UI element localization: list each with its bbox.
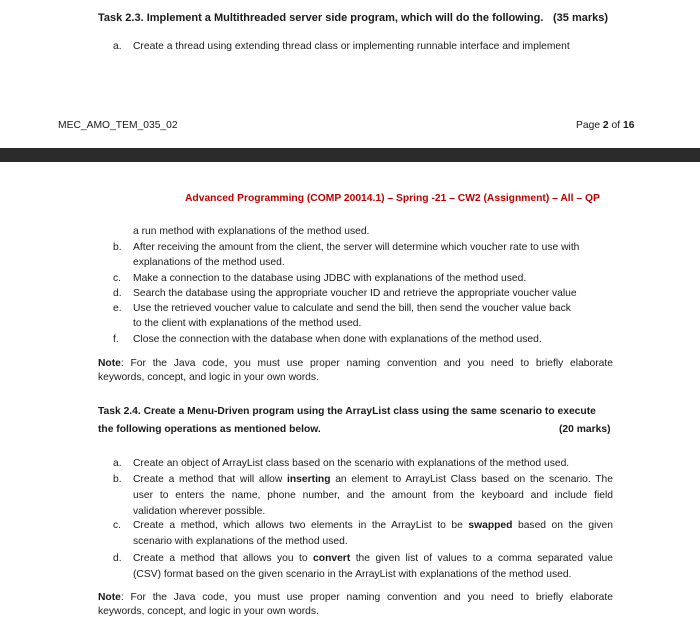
note-text: : For the Java code, you must use proper naming convention and you need to briefly elaborate xyxy=(120,592,613,603)
text-run: Create a method, which allows two elements in the ArrayList to be xyxy=(133,520,469,531)
list-marker: c. xyxy=(113,520,122,531)
list-marker: a. xyxy=(113,41,122,52)
page-number xyxy=(576,120,634,131)
page-current: 2 xyxy=(602,120,609,131)
list-marker: d. xyxy=(113,288,122,299)
list-item-text: (CSV) format based on the given scenario in the ArrayList with explanations of the method used. xyxy=(133,569,572,580)
list-item-text: validation wherever possible. xyxy=(133,506,266,517)
page-separator xyxy=(0,148,700,162)
list-item-text xyxy=(133,520,613,531)
note-paragraph xyxy=(98,592,613,617)
emphasis-text: swapped xyxy=(468,520,513,531)
note-line: keywords, concept, and logic in your own words. xyxy=(98,372,319,383)
list-item-text: After receiving the amount from the client, the server will determine which voucher rate to use with xyxy=(133,242,580,253)
list-marker: b. xyxy=(113,242,122,253)
list-item-text xyxy=(133,474,613,485)
list-item-text: scenario with explanations of the method used. xyxy=(133,536,348,547)
page-2-bottom xyxy=(0,0,700,148)
page-mid: of xyxy=(608,120,623,131)
text-run: the given list of values to a comma separated value xyxy=(350,553,613,564)
list-item-text: Make a connection to the database using JDBC with explanations of the method used. xyxy=(133,273,527,284)
emphasis-text: convert xyxy=(313,553,351,564)
task-2-3-marks: (35 marks) xyxy=(553,12,609,24)
task-2-4-title-cont: the following operations as mentioned below. xyxy=(98,424,321,435)
list-item-text: Create an object of ArrayList class based on the scenario with explanations of the method used. xyxy=(133,458,570,469)
emphasis-text: inserting xyxy=(287,474,331,485)
list-marker: f. xyxy=(113,334,119,345)
list-item-text xyxy=(133,553,613,564)
list-marker: e. xyxy=(113,303,122,314)
page-total: 16 xyxy=(622,120,635,131)
page-3-top xyxy=(0,162,700,631)
list-marker: c. xyxy=(113,273,122,284)
task-2-4-title: Task 2.4. Create a Menu-Driven program using the ArrayList class using the same scenario to execute xyxy=(98,406,596,417)
text-run: based on the given xyxy=(512,520,613,531)
text-run: an element to ArrayList Class based on the scenario. The xyxy=(330,474,613,485)
list-item-text: Create a thread using extending thread class or implementing runnable interface and implement xyxy=(133,41,570,52)
list-item-text: Search the database using the appropriate voucher ID and retrieve the appropriate voucher value xyxy=(133,288,577,299)
course-header: Advanced Programming (COMP 20014.1) – Spring -21 – CW2 (Assignment) – All – QP xyxy=(185,193,600,204)
task-2-4-marks: (20 marks) xyxy=(559,424,611,435)
task-2-3-title: Task 2.3. Implement a Multithreaded server side program, which will do the following. xyxy=(98,12,544,24)
page-prefix: Page xyxy=(576,120,603,131)
note-label: Note xyxy=(98,358,121,369)
note-text: : For the Java code, you must use proper naming convention and you need to briefly elaborate xyxy=(120,358,613,369)
list-marker: d. xyxy=(113,553,122,564)
list-marker: b. xyxy=(113,474,122,485)
list-item-text: Close the connection with the database when done with explanations of the method used. xyxy=(133,334,542,345)
note-line xyxy=(98,358,613,369)
text-run: Create a method that allows you to xyxy=(133,553,314,564)
list-item-text: to the client with explanations of the method used. xyxy=(133,318,362,329)
note-line xyxy=(98,592,613,603)
list-item-text: Use the retrieved voucher value to calculate and send the bill, then send the voucher value back xyxy=(133,303,571,314)
document-code: MEC_AMO_TEM_035_02 xyxy=(58,120,178,131)
text-run: Create a method that will allow xyxy=(133,474,288,485)
list-item-text: user to enters the name, phone number, and the amount from the keyboard and include field xyxy=(133,490,613,501)
note-label: Note xyxy=(98,592,121,603)
note-paragraph xyxy=(98,358,613,383)
list-marker: a. xyxy=(113,458,122,469)
list-item-text: explanations of the method used. xyxy=(133,257,285,268)
item-a-continuation: a run method with explanations of the method used. xyxy=(133,226,370,237)
note-line: keywords, concept, and logic in your own words. xyxy=(98,606,319,617)
